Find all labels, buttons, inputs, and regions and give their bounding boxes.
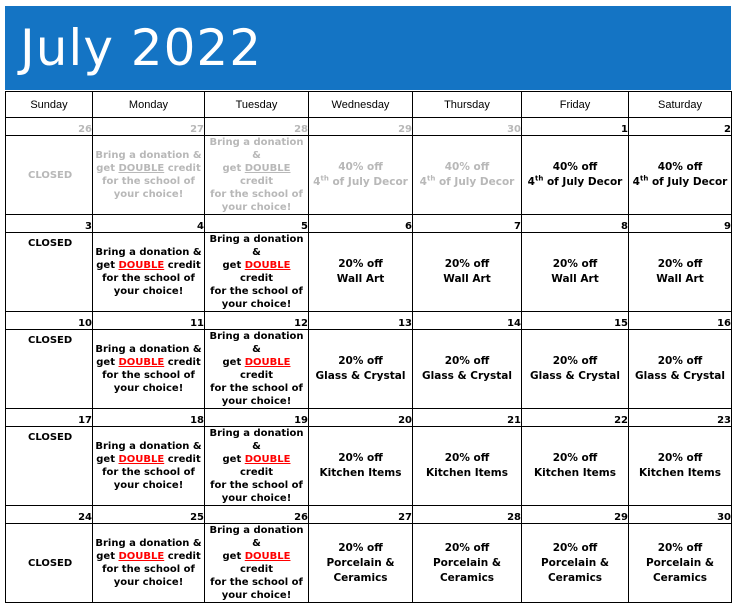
week-4-date-row <box>6 409 732 427</box>
date-number: 3 <box>6 215 93 233</box>
decor-sale: 40% off 4th of July Decor <box>522 136 629 215</box>
donation-offer: Bring a donation & get DOUBLE credit for the school of your choice! <box>93 233 205 312</box>
glass-crystal-sale: 20% off Glass & Crystal <box>629 330 732 409</box>
weekday-sunday: Sunday <box>6 92 93 118</box>
date-number: 24 <box>6 506 93 524</box>
closed-note: CLOSED <box>6 136 93 215</box>
date-number: 25 <box>93 506 205 524</box>
date-number: 29 <box>522 506 629 524</box>
date-number: 9 <box>629 215 732 233</box>
date-number: 27 <box>93 118 205 136</box>
date-number: 4 <box>93 215 205 233</box>
date-number: 26 <box>6 118 93 136</box>
month-title: July 2022 <box>20 19 263 77</box>
donation-offer: Bring a donation & get DOUBLE credit for the school of your choice! <box>205 330 309 409</box>
decor-sale: 40% off 4th of July Decor <box>413 136 522 215</box>
weekday-monday: Monday <box>93 92 205 118</box>
date-number: 6 <box>309 215 413 233</box>
date-number: 23 <box>629 409 732 427</box>
date-number: 17 <box>6 409 93 427</box>
wall-art-sale: 20% off Wall Art <box>413 233 522 312</box>
glass-crystal-sale: 20% off Glass & Crystal <box>309 330 413 409</box>
donation-offer: Bring a donation & get DOUBLE credit for the school of your choice! <box>205 233 309 312</box>
closed-note: CLOSED <box>6 524 93 603</box>
kitchen-items-sale: 20% off Kitchen Items <box>629 427 732 506</box>
week-4-event-row <box>6 427 732 506</box>
weekday-tuesday: Tuesday <box>205 92 309 118</box>
porcelain-ceramics-sale: 20% off Porcelain & Ceramics <box>413 524 522 603</box>
decor-sale: 40% off 4th of July Decor <box>309 136 413 215</box>
kitchen-items-sale: 20% off Kitchen Items <box>413 427 522 506</box>
wall-art-sale: 20% off Wall Art <box>629 233 732 312</box>
date-number: 26 <box>205 506 309 524</box>
weekday-header-row <box>6 92 732 118</box>
week-3-event-row <box>6 330 732 409</box>
date-number: 18 <box>93 409 205 427</box>
date-number: 29 <box>309 118 413 136</box>
date-number: 14 <box>413 312 522 330</box>
date-number: 30 <box>413 118 522 136</box>
date-number: 13 <box>309 312 413 330</box>
kitchen-items-sale: 20% off Kitchen Items <box>522 427 629 506</box>
glass-crystal-sale: 20% off Glass & Crystal <box>413 330 522 409</box>
weekday-saturday: Saturday <box>629 92 732 118</box>
date-number: 12 <box>205 312 309 330</box>
date-number: 15 <box>522 312 629 330</box>
date-number: 20 <box>309 409 413 427</box>
donation-offer: Bring a donation & get DOUBLE credit for the school of your choice! <box>93 136 205 215</box>
wall-art-sale: 20% off Wall Art <box>309 233 413 312</box>
date-number: 30 <box>629 506 732 524</box>
date-number: 11 <box>93 312 205 330</box>
week-5-event-row <box>6 524 732 603</box>
decor-sale: 40% off 4th of July Decor <box>629 136 732 215</box>
week-1-date-row <box>6 118 732 136</box>
date-number: 10 <box>6 312 93 330</box>
date-number: 7 <box>413 215 522 233</box>
wall-art-sale: 20% off Wall Art <box>522 233 629 312</box>
month-banner <box>5 6 731 90</box>
date-number: 28 <box>413 506 522 524</box>
kitchen-items-sale: 20% off Kitchen Items <box>309 427 413 506</box>
porcelain-ceramics-sale: 20% off Porcelain & Ceramics <box>309 524 413 603</box>
donation-offer: Bring a donation & get DOUBLE credit for the school of your choice! <box>93 524 205 603</box>
donation-offer: Bring a donation & get DOUBLE credit for the school of your choice! <box>205 427 309 506</box>
week-3-date-row <box>6 312 732 330</box>
closed-note: CLOSED <box>6 427 93 506</box>
date-number: 21 <box>413 409 522 427</box>
donation-offer: Bring a donation & get DOUBLE credit for the school of your choice! <box>93 330 205 409</box>
closed-note: CLOSED <box>6 330 93 409</box>
donation-offer: Bring a donation & get DOUBLE credit for the school of your choice! <box>93 427 205 506</box>
date-number: 28 <box>205 118 309 136</box>
date-number: 1 <box>522 118 629 136</box>
weekday-thursday: Thursday <box>413 92 522 118</box>
date-number: 5 <box>205 215 309 233</box>
donation-offer: Bring a donation & get DOUBLE credit for the school of your choice! <box>205 524 309 603</box>
week-2-date-row <box>6 215 732 233</box>
weekday-friday: Friday <box>522 92 629 118</box>
date-number: 16 <box>629 312 732 330</box>
date-number: 27 <box>309 506 413 524</box>
glass-crystal-sale: 20% off Glass & Crystal <box>522 330 629 409</box>
week-2-event-row <box>6 233 732 312</box>
date-number: 19 <box>205 409 309 427</box>
week-5-date-row <box>6 506 732 524</box>
donation-offer: Bring a donation & get DOUBLE credit for the school of your choice! <box>205 136 309 215</box>
date-number: 8 <box>522 215 629 233</box>
weekday-wednesday: Wednesday <box>309 92 413 118</box>
porcelain-ceramics-sale: 20% off Porcelain & Ceramics <box>522 524 629 603</box>
date-number: 2 <box>629 118 732 136</box>
porcelain-ceramics-sale: 20% off Porcelain & Ceramics <box>629 524 732 603</box>
closed-note: CLOSED <box>6 233 93 312</box>
calendar-grid <box>5 91 732 603</box>
week-1-event-row <box>6 136 732 215</box>
date-number: 22 <box>522 409 629 427</box>
